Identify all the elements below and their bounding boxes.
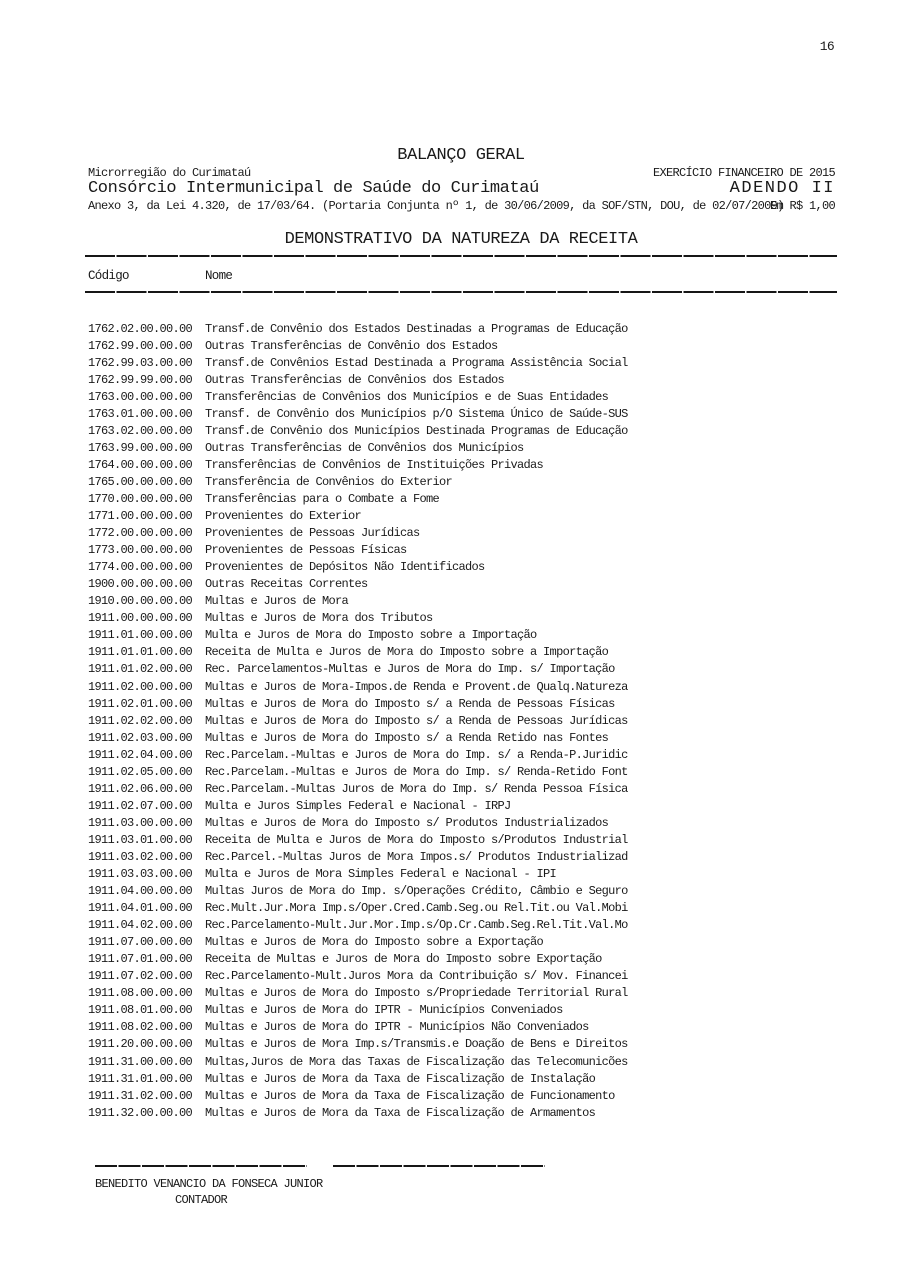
row-code: 1911.08.01.00.00 xyxy=(88,1003,193,1018)
row-code: 1772.00.00.00.00 xyxy=(88,526,193,541)
currency-note: Em R$ 1,00 xyxy=(769,199,835,213)
row-code: 1911.03.00.00.00 xyxy=(88,815,193,830)
table-row xyxy=(0,848,900,865)
table-row xyxy=(0,542,900,559)
row-name: Outras Transferências de Convênios dos Estados xyxy=(205,372,505,387)
table-row xyxy=(0,490,900,507)
row-code: 1911.02.01.00.00 xyxy=(88,696,193,711)
table-row xyxy=(0,712,900,729)
row-code: 1911.07.00.00.00 xyxy=(88,935,193,950)
table-row xyxy=(0,968,900,985)
row-code: 1762.99.99.00.00 xyxy=(88,372,193,387)
table-row xyxy=(0,780,900,797)
table-row xyxy=(0,831,900,848)
row-name: Multas e Juros de Mora do Imposto s/ a Renda de Pessoas Jurídicas xyxy=(205,713,628,728)
row-name: Transferências de Convênios dos Municípios e de Suas Entidades xyxy=(205,389,609,404)
table-row xyxy=(0,593,900,610)
table-row xyxy=(0,1087,900,1104)
legal-reference: Anexo 3, da Lei 4.320, de 17/03/64. (Portaria Conjunta nº 1, de 30/06/2009, da SOF/STN, DOU, de 02/07/2009) xyxy=(88,199,784,213)
row-code: 1911.01.01.00.00 xyxy=(88,645,193,660)
row-code: 1911.00.00.00.00 xyxy=(88,611,193,626)
row-code: 1911.20.00.00.00 xyxy=(88,1037,193,1052)
row-name: Multas e Juros de Mora do Imposto s/Propriedade Territorial Rural xyxy=(205,986,628,1001)
table-row xyxy=(0,883,900,900)
table-row xyxy=(0,644,900,661)
row-name: Transf.de Convênios Estad Destinada a Programa Assistência Social xyxy=(205,355,628,370)
table-row xyxy=(0,934,900,951)
table-row xyxy=(0,985,900,1002)
row-name: Transf.de Convênio dos Estados Destinadas a Programas de Educação xyxy=(205,321,628,336)
table-row xyxy=(0,388,900,405)
row-name: Provenientes de Pessoas Jurídicas xyxy=(205,526,420,541)
row-name: Provenientes do Exterior xyxy=(205,509,362,524)
column-header-name: Nome xyxy=(205,269,233,283)
table-row xyxy=(0,439,900,456)
table-row xyxy=(0,405,900,422)
row-code: 1765.00.00.00.00 xyxy=(88,474,193,489)
row-code: 1911.04.01.00.00 xyxy=(88,901,193,916)
table-row xyxy=(0,320,900,337)
row-name: Provenientes de Pessoas Físicas xyxy=(205,543,407,558)
region-label: Microrregião do Curimataú xyxy=(88,166,251,180)
row-name: Multas e Juros de Mora da Taxa de Fiscalização de Armamentos xyxy=(205,1105,596,1120)
table-row xyxy=(0,1002,900,1019)
row-code: 1764.00.00.00.00 xyxy=(88,457,193,472)
signature-line-right xyxy=(333,1165,545,1167)
divider-line-top xyxy=(85,255,837,257)
table-row xyxy=(0,1053,900,1070)
signer-title: CONTADOR xyxy=(174,1193,227,1207)
signer-name: BENEDITO VENANCIO DA FONSECA JUNIOR xyxy=(95,1177,323,1191)
row-code: 1911.02.02.00.00 xyxy=(88,713,193,728)
row-name: Multas e Juros de Mora do IPTR - Municípios Não Conveniados xyxy=(205,1020,589,1035)
table-row xyxy=(0,951,900,968)
row-code: 1911.01.02.00.00 xyxy=(88,662,193,677)
table-row xyxy=(0,695,900,712)
table-row xyxy=(0,661,900,678)
table-row xyxy=(0,559,900,576)
row-code: 1763.99.00.00.00 xyxy=(88,440,193,455)
addendum-label: ADENDO II xyxy=(729,179,835,198)
row-code: 1911.03.03.00.00 xyxy=(88,867,193,882)
row-name: Receita de Multa e Juros de Mora do Imposto sobre a Importação xyxy=(205,645,609,660)
column-header-code: Código xyxy=(88,269,129,283)
row-code: 1762.02.00.00.00 xyxy=(88,321,193,336)
row-code: 1770.00.00.00.00 xyxy=(88,491,193,506)
row-code: 1763.02.00.00.00 xyxy=(88,423,193,438)
row-name: Multas e Juros de Mora Imp.s/Transmis.e Doação de Bens e Direitos xyxy=(205,1037,628,1052)
row-code: 1762.99.00.00.00 xyxy=(88,338,193,353)
row-name: Rec. Parcelamentos-Multas e Juros de Mora do Imp. s/ Importação xyxy=(205,662,615,677)
row-name: Rec.Parcelam.-Multas e Juros de Mora do Imp. s/ a Renda-P.Juridic xyxy=(205,747,628,762)
table-row xyxy=(0,422,900,439)
row-name: Multas e Juros de Mora-Impos.de Renda e Provent.de Qualq.Natureza xyxy=(205,679,628,694)
row-name: Transf. de Convênio dos Municípios p/O Sistema Único de Saúde-SUS xyxy=(205,406,628,421)
table-row xyxy=(0,746,900,763)
row-name: Provenientes de Depósitos Não Identificados xyxy=(205,560,485,575)
row-name: Multas e Juros de Mora do Imposto s/ a Renda de Pessoas Físicas xyxy=(205,696,615,711)
row-name: Receita de Multas e Juros de Mora do Imposto sobre Exportação xyxy=(205,952,602,967)
row-name: Multas e Juros de Mora do Imposto sobre a Exportação xyxy=(205,935,544,950)
row-code: 1900.00.00.00.00 xyxy=(88,577,193,592)
row-code: 1910.00.00.00.00 xyxy=(88,594,193,609)
row-name: Multas e Juros de Mora xyxy=(205,594,349,609)
table-row xyxy=(0,763,900,780)
row-code: 1762.99.03.00.00 xyxy=(88,355,193,370)
row-code: 1911.02.00.00.00 xyxy=(88,679,193,694)
table-row xyxy=(0,866,900,883)
row-name: Outras Receitas Correntes xyxy=(205,577,368,592)
row-code: 1911.02.07.00.00 xyxy=(88,798,193,813)
row-name: Outras Transferências de Convênios dos Municípios xyxy=(205,440,524,455)
row-code: 1763.01.00.00.00 xyxy=(88,406,193,421)
row-code: 1773.00.00.00.00 xyxy=(88,543,193,558)
row-code: 1911.31.02.00.00 xyxy=(88,1088,193,1103)
row-code: 1911.31.00.00.00 xyxy=(88,1054,193,1069)
row-code: 1911.07.02.00.00 xyxy=(88,969,193,984)
row-code: 1911.04.00.00.00 xyxy=(88,884,193,899)
table-row xyxy=(0,508,900,525)
row-code: 1774.00.00.00.00 xyxy=(88,560,193,575)
table-row xyxy=(0,1104,900,1121)
row-code: 1911.07.01.00.00 xyxy=(88,952,193,967)
table-row xyxy=(0,525,900,542)
table-row xyxy=(0,1070,900,1087)
row-code: 1911.02.05.00.00 xyxy=(88,764,193,779)
table-row xyxy=(0,627,900,644)
row-name: Multa e Juros de Mora do Imposto sobre a Importação xyxy=(205,628,537,643)
table-row xyxy=(0,473,900,490)
table-row xyxy=(0,576,900,593)
divider-line-bottom xyxy=(85,291,837,293)
table-row xyxy=(0,729,900,746)
row-name: Multas e Juros de Mora da Taxa de Fiscalização de Funcionamento xyxy=(205,1088,615,1103)
row-name: Multas e Juros de Mora do IPTR - Municípios Conveniados xyxy=(205,1003,563,1018)
row-name: Multas,Juros de Mora das Taxas de Fiscalização das Telecomunicões xyxy=(205,1054,628,1069)
row-name: Multas e Juros de Mora do Imposto s/ a Renda Retido nas Fontes xyxy=(205,730,609,745)
row-code: 1911.31.01.00.00 xyxy=(88,1071,193,1086)
row-code: 1911.08.00.00.00 xyxy=(88,986,193,1001)
table-row xyxy=(0,900,900,917)
row-code: 1911.03.01.00.00 xyxy=(88,832,193,847)
row-name: Rec.Parcelam.-Multas e Juros de Mora do Imp. s/ Renda-Retido Font xyxy=(205,764,628,779)
row-name: Multas e Juros de Mora da Taxa de Fiscalização de Instalação xyxy=(205,1071,596,1086)
row-name: Outras Transferências de Convênio dos Estados xyxy=(205,338,498,353)
signature-line-left xyxy=(95,1165,307,1167)
row-code: 1911.03.02.00.00 xyxy=(88,849,193,864)
row-name: Multa e Juros de Mora Simples Federal e Nacional - IPI xyxy=(205,867,557,882)
row-name: Rec.Parcel.-Multas Juros de Mora Impos.s/ Produtos Industrializad xyxy=(205,849,628,864)
table-row xyxy=(0,610,900,627)
row-code: 1911.08.02.00.00 xyxy=(88,1020,193,1035)
row-code: 1911.02.06.00.00 xyxy=(88,781,193,796)
report-title: BALANÇO GERAL xyxy=(397,146,525,165)
table-row xyxy=(0,371,900,388)
revenue-nature-table xyxy=(0,320,900,1121)
row-name: Receita de Multa e Juros de Mora do Imposto s/Produtos Industrial xyxy=(205,832,628,847)
table-row xyxy=(0,1036,900,1053)
table-row xyxy=(0,917,900,934)
row-code: 1911.02.03.00.00 xyxy=(88,730,193,745)
row-code: 1771.00.00.00.00 xyxy=(88,509,193,524)
row-name: Multa e Juros Simples Federal e Nacional - IRPJ xyxy=(205,798,511,813)
row-code: 1763.00.00.00.00 xyxy=(88,389,193,404)
fiscal-year-label: EXERCÍCIO FINANCEIRO DE 2015 xyxy=(652,166,835,180)
table-row xyxy=(0,354,900,371)
row-name: Rec.Mult.Jur.Mora Imp.s/Oper.Cred.Camb.Seg.ou Rel.Tit.ou Val.Mobi xyxy=(205,901,628,916)
table-row xyxy=(0,337,900,354)
row-name: Multas e Juros de Mora dos Tributos xyxy=(205,611,433,626)
row-name: Rec.Parcelamento-Mult.Juros Mora da Contribuição s/ Mov. Financei xyxy=(205,969,628,984)
table-row xyxy=(0,678,900,695)
row-code: 1911.04.02.00.00 xyxy=(88,918,193,933)
row-code: 1911.02.04.00.00 xyxy=(88,747,193,762)
row-name: Rec.Parcelam.-Multas Juros de Mora do Imp. s/ Renda Pessoa Física xyxy=(205,781,628,796)
row-name: Transf.de Convênio dos Municípios Destinada Programas de Educação xyxy=(205,423,628,438)
table-row xyxy=(0,797,900,814)
table-row xyxy=(0,1019,900,1036)
row-code: 1911.01.00.00.00 xyxy=(88,628,193,643)
table-row xyxy=(0,456,900,473)
row-name: Transferência de Convênios do Exterior xyxy=(205,474,453,489)
entity-name: Consórcio Intermunicipal de Saúde do Curimataú xyxy=(88,179,539,198)
row-code: 1911.32.00.00.00 xyxy=(88,1105,193,1120)
table-row xyxy=(0,814,900,831)
row-name: Transferências para o Combate a Fome xyxy=(205,491,440,506)
row-name: Transferências de Convênios de Instituições Privadas xyxy=(205,457,544,472)
row-name: Multas e Juros de Mora do Imposto s/ Produtos Industrializados xyxy=(205,815,609,830)
page-number: 16 xyxy=(819,39,834,54)
statement-subtitle: DEMONSTRATIVO DA NATUREZA DA RECEITA xyxy=(284,230,638,249)
row-name: Rec.Parcelamento-Mult.Jur.Mor.Imp.s/Op.Cr.Camb.Seg.Rel.Tit.Val.Mo xyxy=(205,918,628,933)
row-name: Multas Juros de Mora do Imp. s/Operações Crédito, Câmbio e Seguro xyxy=(205,884,628,899)
